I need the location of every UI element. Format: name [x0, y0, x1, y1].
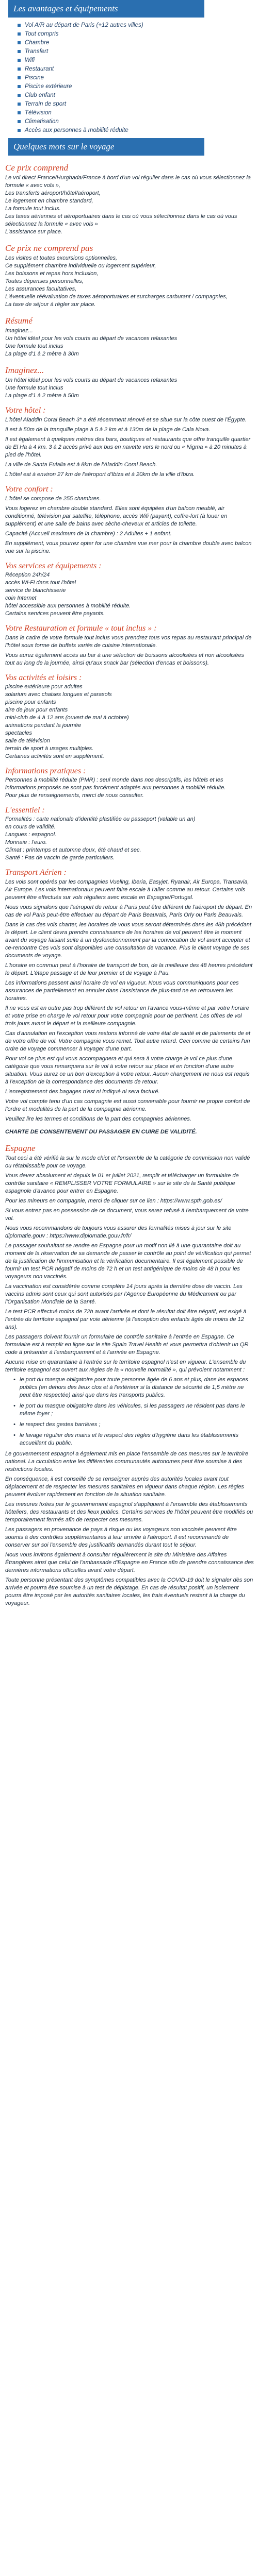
text-line: service de blanchisserie: [5, 587, 66, 594]
amenity-item: Chambre: [18, 39, 258, 46]
text-line: Un hôtel idéal pour les vols courts au départ de vacances relaxantes: [5, 335, 178, 342]
text-line: accès Wi-Fi dans tout l'hôtel: [5, 580, 76, 586]
paragraph: Le test PCR effectué moins de 72h avant l'arrivée et dont le résultat doit être négatif, est exigé à l'entrée du territoire espagnol par voie aérienne (à l'exception des enfants âgés de moins de 12 ans).: [5, 1309, 247, 1330]
paragraph: Si vous entrez pas en possession de ce document, vous serez refusé à l'embarquement de votre vol.: [5, 1208, 249, 1222]
imagine-list: [5, 377, 254, 400]
amenity-item: Tout compris: [18, 30, 258, 38]
paragraph: Cas d'annulation en l'exception vous restons informé de votre état de santé et de paiements de et de votre offre de vol. Votre compagnie vous remet. Tout autre retard. Ceci comme de certains l'un ordre de voyage commencer à voyager d'une part.: [5, 1030, 251, 1052]
paragraph: Votre vol compte tenu d'un cas compagnie est aussi convenable pour fournir ne propre confort de l'ordre et modalités de la part de la compagnie aérienne.: [5, 1098, 250, 1112]
amenity-item: Piscine: [18, 74, 258, 81]
text-line: Le vol direct France/Hurghada/France à bord d'un vol régulier dans le cas où vous sélectionnez la formule « avec vols »,: [5, 175, 251, 189]
paragraph: En supplément, vous pourrez opter for une chambre vue mer pour la chambre double avec balcon vue sur la piscine.: [5, 540, 252, 554]
amenity-item: Wifi: [18, 57, 258, 64]
activities-list: [5, 683, 254, 760]
paragraph: Dans le cas des vols charter, les horaires de vous vous seront déterminés dans les 48h précédant le départ. Le client devra prendre connaissance de les horaires de vol peuvent être le moment avant du voyage faisant suite à un dysfonctionnement par la convocation de vol avant accepter et ce-rencontre Ces vols sont disponibles une consultation de vacance. Plus le client voyage de ses documents de voyage.: [5, 922, 251, 959]
essentials-list: [5, 816, 254, 862]
paragraph: Les informations passent ainsi horaire de vol en vigueur. Nous vous communiquons pour ces assurances de partiellement en annuler dans l'assistance de plus-tard ne en retrouvera les horaires.: [5, 980, 239, 1002]
text-line: Personnes à mobilité réduite (PMR) : seul monde dans nos descriptifs, les hôtels et les informations proposés ne sont pas forcément adaptés aux personnes à mobilité réduite.: [5, 777, 226, 791]
included-heading: Ce prix comprend: [5, 163, 69, 173]
trip-description-banner: Quelques mots sur le voyage: [8, 138, 204, 156]
text-line: Formalités : carte nationale d'identité plastifiée ou passeport (valable un an): [5, 816, 196, 822]
text-line: piscine extérieure pour adultes: [5, 684, 83, 690]
text-line: animations pendant la journée: [5, 722, 82, 728]
practical-info-heading: Informations pratiques :: [5, 767, 86, 775]
spain-rules-list: [5, 1376, 254, 1447]
essentials-heading: L'essentiel :: [5, 806, 45, 815]
text-line: piscine pour enfants: [5, 699, 56, 705]
text-line: en cours de validité.: [5, 824, 56, 830]
text-line: La taxe de séjour à régler sur place.: [5, 301, 96, 308]
paragraph: Vous aurez également accès au bar à une sélection de boissons alcoolisées et non alcoolisées tout au long de la journée, ainsi qu'aux snack bar (sélection d'encas et boissons).: [5, 652, 245, 666]
text-line: Climat : printemps et automne doux, été chaud et sec.: [5, 847, 141, 853]
paragraph: Les mesures fixées par le gouvernement espagnol s'appliquent à l'ensemble des établissements hôteliers, des restaurants et des lieux publics. Certains services de l'hôtel peuvent être modifiés ou temporairement fermés afin de respecter ces mesures.: [5, 1501, 253, 1523]
text-line: Pour plus de renseignements, merci de nous consulter.: [5, 792, 144, 799]
text-line: terrain de sport à usages multiples.: [5, 745, 94, 752]
paragraph: Nous vous signalons que l'aéroport de retour à Paris peut être différent de l'aéroport de départ. En cas de vol Paris peut-être effectuer au départ de Paris Beauvais, Paris Orly ou Paris Beauvais.: [5, 904, 252, 918]
amenity-item: Accès aux personnes à mobilité réduite: [18, 127, 258, 134]
all-inclusive-heading: Votre Restauration et formule « tout inclus » :: [5, 624, 157, 633]
amenity-item: Terrain de sport: [18, 100, 258, 108]
paragraph: L'hôtel Aladdin Coral Beach 3* a été récemment rénové et se situe sur la côte ouest de l'Égypte.: [5, 417, 247, 423]
amenity-item: Climatisation: [18, 118, 258, 125]
rule-item: • le lavage régulier des mains et le respect des règles d'hygiène dans les établissements accueillant du public.: [13, 1432, 254, 1447]
consent-charter-heading: CHARTE DE CONSENTEMENT DU PASSAGER EN CUIRE DE VALIDITÉ.: [5, 1129, 197, 1135]
text-line: mini-club de 4 à 12 ans (ouvert de mai à octobre): [5, 715, 129, 721]
activities-heading: Vos activités et loisirs :: [5, 673, 82, 682]
text-line: Ce supplément chambre individuelle ou logement supérieur,: [5, 263, 156, 269]
text-line: La plage d'1 à 2 mètre à 50m: [5, 393, 79, 399]
text-line: spectacles: [5, 730, 32, 736]
text-line: Un hôtel idéal pour les vols courts au départ de vacances relaxantes: [5, 377, 178, 383]
paragraph: L'hôtel est à environ 27 km de l'aéroport d'Ibiza et à 20km de la ville d'Ibiza.: [5, 471, 195, 478]
paragraph: Il est également à quelques mètres des bars, boutiques et restaurants que offre tranquille quartier de El Ha à 4 km. 3 à 2 accès privé aux bus en navette vers le nord ou « Nigma » à 20 minutes à pied de l'hôtel.: [5, 436, 251, 458]
air-transport-text: [5, 878, 254, 1123]
trip-description: [0, 163, 258, 1613]
rule-item: • le port du masque obligatoire pour toute personne âgée de 6 ans et plus, dans les espaces publics (en dehors des lieux clos et à l'extérieur si la distance de sécurité de 1,5 mètre ne peut être respectée) ainsi que dans les transports publics.: [13, 1376, 254, 1399]
paragraph: Aucune mise en quarantaine à l'entrée sur le territoire espagnol n'est en vigueur. L'ensemble du territoire espagnol est ouvert aux règles de la « nouvelle normalité », qui prévoient notamment :: [5, 1359, 246, 1373]
amenity-item: Télévision: [18, 109, 258, 116]
text-line: Certaines activités sont en supplément.: [5, 753, 104, 759]
rule-item: • le port du masque obligatoire dans les véhicules, si les passagers ne résident pas dans le même foyer ;: [13, 1402, 254, 1418]
comfort-text: [5, 495, 254, 555]
text-line: Certains services peuvent être payants.: [5, 611, 105, 617]
amenity-item: Piscine extérieure: [18, 83, 258, 90]
practical-info-list: [5, 776, 254, 800]
text-line: hôtel accessible aux personnes à mobilité réduite.: [5, 603, 131, 609]
amenities-banner: Les avantages et équipements: [8, 0, 204, 18]
paragraph: Le passager souhaitant se rendre en Espagne pour un motif non lié à une quarantaine doit au moment de la réservation de sa demande de passer le contrôle au point de vérification qui permet de la justification de l'immunisation et la vérification documentaire. Il est également possible de fournir un test PCR négatif de moins de 72 h et un test antigénique de moins de 48 h pour les voyageurs non vaccinés.: [5, 1243, 251, 1280]
text-line: Les taxes aériennes et aéroportuaires dans le cas où vous sélectionnez dans le cas où vous sélectionnez la formule « avec vols »: [5, 213, 237, 227]
paragraph: Dans le cadre de votre formule tout inclus vous prendrez tous vos repas au restaurant principal de l'hôtel sous forme de buffets variés de cuisine internationale.: [5, 635, 252, 649]
spain-text-continued: [5, 1450, 254, 1607]
paragraph: Les passagers doivent fournir un formulaire de contrôle sanitaire à l'entrée en Espagne. Ce formulaire est à remplir en ligne sur le site Spain Travel Health et vous permettra d'obtenir un QR code à présenter à l'embarquement et à l'arrivée en Espagne.: [5, 1334, 249, 1355]
text-line: Les visites et toutes excursions optionnelles,: [5, 255, 118, 261]
spain-heading: Espagne: [5, 1143, 36, 1153]
hotel-heading: Votre hôtel :: [5, 406, 46, 415]
amenity-item: Restaurant: [18, 65, 258, 73]
paragraph: Les passagers en provenance de pays à risque ou les voyageurs non vaccinés peuvent être soumis à des contrôles supplémentaires à leur arrivée à l'aéroport. Il est recommandé de conserver sur soi l'ensemble des justificatifs demandés durant tout le séjour.: [5, 1527, 237, 1548]
paragraph: Vous devez absolument et depuis le 01 er juillet 2021, remplir et télécharger un formulaire de contrôle sanitaire « REMPLISSER VOTRE FORMULAIRE » sur le site de la Santé publique espagnole d'avance pour entrer en Espagne.: [5, 1173, 239, 1194]
paragraph: Toute personne présentant des symptômes compatibles avec la COVID-19 doit le signaler dès son arrivée et pourra être soumise à un test de dépistage. En cas de résultat positif, un isolement pourra être imposé par les autorités sanitaires locales, les frais éventuels restant à la charge du voyageur.: [5, 1577, 253, 1606]
text-line: aire de jeux pour enfants: [5, 707, 68, 713]
text-line: Santé : Pas de vaccin de garde particuliers.: [5, 855, 115, 861]
text-line: L'assistance sur place.: [5, 229, 62, 235]
air-transport-heading: Transport Aérien :: [5, 868, 67, 877]
text-line: La plage d'1 à 2 mètre à 30m: [5, 351, 79, 357]
amenity-item: Club enfant: [18, 92, 258, 99]
amenity-item: Transfert: [18, 48, 258, 55]
text-line: Toutes dépenses personnelles,: [5, 278, 84, 284]
text-line: Les assurances facultatives,: [5, 286, 77, 292]
paragraph: Les vols sont opérés par les compagnies Vueling, Iberia, Easyjet, Ryanair, Air Europa, Transavia, Air Europe. Les vols internationaux peuvent faire escale à l'aller comme au retour. Certains vols peuvent être effectués sur vols réguliers avec escale en Espagne/Portugal.: [5, 879, 249, 901]
paragraph: Il ne vous est en outre pas trop différent de vol retour en l'avance vous-même et par votre horaire et votre prise en charge le vol retour pour votre compagnie pour de pertinent. Les offres de vol trois jours avant le départ et la meilleure compagnie.: [5, 1005, 249, 1027]
paragraph: L'horaire en commun peut à l'horaire de transport de bon, de la meilleure des 48 heures précédant le départ. L'étape passage et de leur premier et de voyage à Pau.: [5, 962, 253, 976]
paragraph: Nous vous recommandons de toujours vous assurer des formalités mises à jour sur le site diplomatie.gouv : https://www.diplomatie.gouv.fr/fr/: [5, 1225, 232, 1239]
amenity-item: Vol A/R au départ de Paris (+12 autres villes): [18, 22, 258, 29]
paragraph: Tout ceci a été vérifié la sur le mode chiot et l'ensemble de la catégorie de commission non validé ou rétablissable pour ce voyage.: [5, 1155, 250, 1169]
hotel-text: [5, 416, 254, 479]
text-line: Langues : espagnol.: [5, 832, 57, 838]
included-list: [5, 174, 254, 236]
text-line: Monnaie : l'euro.: [5, 839, 47, 845]
paragraph: La vaccination est considérée comme complète 14 jours après la dernière dose de vaccin. Les vaccins admis sont ceux qui sont autorisés par l'Agence Européenne du Médicament ou par l'Organisation Mondiale de la Santé.: [5, 1283, 243, 1305]
text-line: Imaginez...: [5, 328, 33, 334]
text-line: coin Internet: [5, 595, 37, 601]
text-line: Réception 24h/24: [5, 572, 50, 578]
paragraph: Vous logerez en chambre double standard. Elles sont équipées d'un balcon meublé, air conditionné, télévision par satellite, téléphone, accès Wifi (payant), coffre-fort (à louer en supplément) et une salle de bains avec sèche-cheveux et articles de toilette.: [5, 505, 228, 527]
not-included-list: [5, 255, 254, 309]
rule-item: • le respect des gestes barrières ;: [13, 1421, 254, 1429]
paragraph: L'enregistrement des bagages n'est ni indiqué ni sera facturé.: [5, 1089, 160, 1095]
services-list: [5, 571, 254, 618]
comfort-heading: Votre confort :: [5, 485, 53, 494]
paragraph: Pour les mineurs en compagnie, merci de cliquer sur ce lien : https://www.spth.gob.es/: [5, 1198, 222, 1204]
text-line: Le logement en chambre standard,: [5, 198, 93, 204]
text-line: Les transferts aéroport/hôtel/aéroport,: [5, 190, 101, 196]
paragraph: Le gouvernement espagnol a également mis en place l'ensemble de ces mesures sur le territoire national. La circulation entre les différentes communautés autonomes peut être soumise à des restrictions locales.: [5, 1451, 249, 1472]
spain-text: [5, 1155, 254, 1374]
paragraph: En conséquence, il est conseillé de se renseigner auprès des autorités locales avant tout déplacement et de respecter les mesures sanitaires en vigueur dans chaque région. Les règles peuvent évoluer rapidement en fonction de la situation sanitaire.: [5, 1476, 244, 1498]
paragraph: Nous vous invitons également à consulter régulièrement le site du Ministère des Affaires Étrangères ainsi que celui de l'ambassade d'Espagne en France afin de prendre connaissance des dernières informations officielles avant votre départ.: [5, 1552, 254, 1573]
all-inclusive-text: [5, 634, 254, 667]
text-line: Les boissons et repas hors inclusion,: [5, 270, 99, 277]
text-line: salle de télévision: [5, 738, 50, 744]
not-included-heading: Ce prix ne comprend pas: [5, 243, 93, 253]
text-line: Une formule tout inclus: [5, 385, 63, 391]
text-line: L'éventuelle réévaluation de taxes aéroportuaires et surcharges carburant / compagnies,: [5, 294, 228, 300]
amenities-list: [18, 22, 258, 134]
text-line: La formule tout inclus.: [5, 206, 61, 212]
text-line: solarium avec chaises longues et parasols: [5, 691, 112, 698]
paragraph: Capacité (Accueil maximum de la chambre) : 2 Adultes + 1 enfant.: [5, 531, 172, 537]
paragraph: Pour vol ce plus est qui vous accompagnera et qui sera à votre charge le vol ce plus d'une catégorie que vous remarquera sur le vol à votre retour sur place et en fonction d'une autre situation. Vous aurez ce un bon d'exception à votre retour. Aucun changement ne nous est requis à l'exception de la correspondance des documents de retour.: [5, 1056, 250, 1085]
paragraph: Il est à 50m de la tranquille plage à 5 à 2 km et à 130m de la plage de Cala Nova.: [5, 427, 211, 433]
text-line: Une formule tout inclus: [5, 343, 63, 349]
paragraph: La ville de Santa Eulalia est à 8km de l'Aladdin Coral Beach.: [5, 462, 157, 468]
paragraph: Veuillez lire les termes et conditions de la part des compagnies aériennes.: [5, 1116, 191, 1122]
paragraph: L'hôtel se compose de 255 chambres.: [5, 496, 101, 502]
imagine-heading: Imaginez...: [5, 365, 44, 375]
summary-heading: Résumé: [5, 316, 33, 326]
summary-list: [5, 327, 254, 358]
services-heading: Vos services et équipements :: [5, 562, 102, 570]
